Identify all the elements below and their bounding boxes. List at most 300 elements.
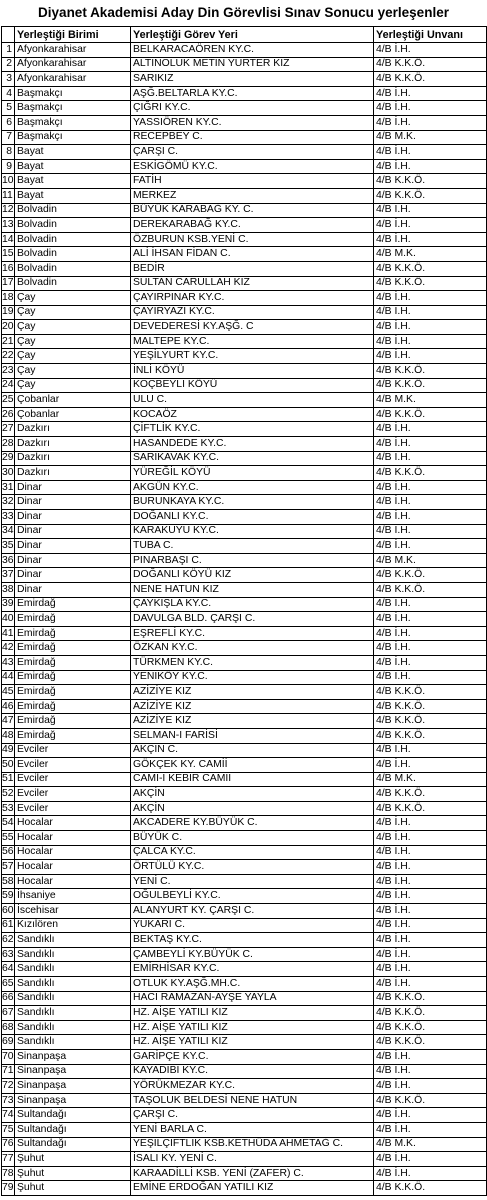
table-row (2, 393, 487, 408)
row-number: 77 (2, 1152, 15, 1167)
row-number: 13 (2, 218, 15, 233)
table-row (2, 714, 487, 729)
table-row (2, 349, 487, 364)
unit-cell: Dazkırı (15, 466, 131, 481)
table-row (2, 626, 487, 641)
title-cell: 4/B K.K.Ö. (374, 174, 487, 189)
table-row (2, 582, 487, 597)
title-cell: 4/B K.K.Ö. (374, 57, 487, 72)
table-row (2, 437, 487, 452)
unit-cell: Emirdağ (15, 655, 131, 670)
location-cell: CAMİ-İ KEBİR CAMİİ (131, 772, 374, 787)
title-cell: 4/B K.K.Ö. (374, 568, 487, 583)
title-cell: 4/B İ.H. (374, 626, 487, 641)
location-cell: AKÇİN (131, 801, 374, 816)
title-cell: 4/B İ.H. (374, 1166, 487, 1181)
row-number: 6 (2, 115, 15, 130)
title-cell: 4/B İ.H. (374, 539, 487, 554)
row-number: 10 (2, 174, 15, 189)
location-cell: ÇARŞI C. (131, 145, 374, 160)
table-row (2, 685, 487, 700)
unit-cell: İhsaniye (15, 889, 131, 904)
table-row (2, 495, 487, 510)
title-cell: 4/B İ.H. (374, 1152, 487, 1167)
unit-cell: Başmakçı (15, 86, 131, 101)
location-cell: KOCAÖZ (131, 407, 374, 422)
row-number: 45 (2, 685, 15, 700)
title-cell: 4/B İ.H. (374, 218, 487, 233)
location-cell: ÇALCA KY.C. (131, 845, 374, 860)
title-cell: 4/B K.K.Ö. (374, 1020, 487, 1035)
location-cell: AKGÜN KY.C. (131, 480, 374, 495)
location-cell: KAYADİBİ KY.C. (131, 1064, 374, 1079)
row-number: 64 (2, 962, 15, 977)
unit-cell: Evciler (15, 758, 131, 773)
title-cell: 4/B İ.H. (374, 422, 487, 437)
title-cell: 4/B K.K.Ö. (374, 728, 487, 743)
location-cell: YASSIÖREN KY.C. (131, 115, 374, 130)
title-cell: 4/B İ.H. (374, 86, 487, 101)
row-number: 24 (2, 378, 15, 393)
table-row (2, 947, 487, 962)
table-row (2, 159, 487, 174)
location-cell: BÜYÜK KARABAĞ KY. C. (131, 203, 374, 218)
unit-cell: Başmakçı (15, 101, 131, 116)
row-number: 63 (2, 947, 15, 962)
table-row (2, 801, 487, 816)
table-row (2, 758, 487, 773)
title-cell: 4/B İ.H. (374, 1064, 487, 1079)
title-cell: 4/B İ.H. (374, 1049, 487, 1064)
row-number: 78 (2, 1166, 15, 1181)
unit-cell: Bayat (15, 145, 131, 160)
row-number: 56 (2, 845, 15, 860)
unit-cell: Dinar (15, 582, 131, 597)
table-row (2, 874, 487, 889)
location-cell: MERKEZ (131, 188, 374, 203)
location-cell: DAVULGA BLD. ÇARŞI C. (131, 612, 374, 627)
row-number: 55 (2, 831, 15, 846)
title-cell: 4/B İ.H. (374, 451, 487, 466)
unit-cell: Sandıklı (15, 933, 131, 948)
unit-cell: Bolvadin (15, 203, 131, 218)
title-cell: 4/B K.K.Ö. (374, 188, 487, 203)
table-row (2, 72, 487, 87)
unit-cell: Dazkırı (15, 451, 131, 466)
title-cell: 4/B K.K.Ö. (374, 261, 487, 276)
location-cell: ALANYURT KY. ÇARŞI C. (131, 904, 374, 919)
title-cell: 4/B İ.H. (374, 962, 487, 977)
table-row (2, 320, 487, 335)
location-cell: ÇARŞI C. (131, 1108, 374, 1123)
unit-cell: Sinanpaşa (15, 1064, 131, 1079)
row-number: 17 (2, 276, 15, 291)
row-number: 70 (2, 1049, 15, 1064)
row-number: 40 (2, 612, 15, 627)
title-cell: 4/B İ.H. (374, 437, 487, 452)
unit-cell: Şuhut (15, 1152, 131, 1167)
row-number: 1 (2, 43, 15, 58)
table-row (2, 1049, 487, 1064)
row-number: 54 (2, 816, 15, 831)
unit-cell: Afyonkarahisar (15, 43, 131, 58)
table-row (2, 1108, 487, 1123)
unit-cell: Bayat (15, 174, 131, 189)
unit-cell: Emirdağ (15, 626, 131, 641)
unit-cell: Dazkırı (15, 437, 131, 452)
row-number: 72 (2, 1079, 15, 1094)
row-number: 41 (2, 626, 15, 641)
location-cell: HZ. AİŞE YATILI KIZ (131, 1035, 374, 1050)
unit-cell: Sultandağı (15, 1108, 131, 1123)
location-cell: İSALI KY. YENİ C. (131, 1152, 374, 1167)
row-number: 31 (2, 480, 15, 495)
title-cell: 4/B İ.H. (374, 1108, 487, 1123)
table-row (2, 1152, 487, 1167)
title-cell: 4/B İ.H. (374, 203, 487, 218)
location-cell: BÜYÜK C. (131, 831, 374, 846)
unit-cell: Dinar (15, 480, 131, 495)
unit-cell: Bolvadin (15, 276, 131, 291)
title-cell: 4/B K.K.Ö. (374, 582, 487, 597)
unit-cell: Sultandağı (15, 1137, 131, 1152)
title-cell: 4/B M.K. (374, 1137, 487, 1152)
row-number: 62 (2, 933, 15, 948)
location-cell: DOĞANLI KÖYÜ KIZ (131, 568, 374, 583)
title-cell: 4/B İ.H. (374, 831, 487, 846)
unit-cell: Dinar (15, 553, 131, 568)
table-row (2, 480, 487, 495)
unit-cell: Sultandağı (15, 1122, 131, 1137)
row-number: 29 (2, 451, 15, 466)
table-row (2, 305, 487, 320)
location-cell: HACI RAMAZAN-AYŞE YAYLA (131, 991, 374, 1006)
header-location: Yerleştiği Görev Yeri (131, 27, 374, 43)
table-row (2, 612, 487, 627)
unit-cell: Çay (15, 364, 131, 379)
row-number: 42 (2, 641, 15, 656)
table-header-row (2, 27, 487, 43)
table-row (2, 670, 487, 685)
table-row (2, 933, 487, 948)
table-body (2, 43, 487, 1196)
title-cell: 4/B İ.H. (374, 349, 487, 364)
title-cell: 4/B İ.H. (374, 334, 487, 349)
row-number: 52 (2, 787, 15, 802)
unit-cell: Sinanpaşa (15, 1049, 131, 1064)
row-number: 28 (2, 437, 15, 452)
location-cell: BELKARACAÖREN KY.C. (131, 43, 374, 58)
unit-cell: Emirdağ (15, 612, 131, 627)
unit-cell: Sandıklı (15, 962, 131, 977)
table-row (2, 597, 487, 612)
table-row (2, 174, 487, 189)
unit-cell: Hocalar (15, 845, 131, 860)
unit-cell: Çobanlar (15, 393, 131, 408)
location-cell: TUBA C. (131, 539, 374, 554)
table-row (2, 130, 487, 145)
table-row (2, 904, 487, 919)
row-number: 34 (2, 524, 15, 539)
unit-cell: Sandıklı (15, 991, 131, 1006)
row-number: 2 (2, 57, 15, 72)
title-cell: 4/B K.K.Ö. (374, 991, 487, 1006)
row-number: 44 (2, 670, 15, 685)
title-cell: 4/B İ.H. (374, 874, 487, 889)
unit-cell: Dinar (15, 510, 131, 525)
row-number: 27 (2, 422, 15, 437)
location-cell: YÜREĞİL KÖYÜ (131, 466, 374, 481)
location-cell: HZ. AİŞE YATILI KIZ (131, 1020, 374, 1035)
table-row (2, 1137, 487, 1152)
location-cell: BURUNKAYA KY.C. (131, 495, 374, 510)
title-cell: 4/B İ.H. (374, 743, 487, 758)
title-cell: 4/B İ.H. (374, 816, 487, 831)
unit-cell: Emirdağ (15, 597, 131, 612)
location-cell: AKÇİN C. (131, 743, 374, 758)
row-number: 7 (2, 130, 15, 145)
row-number: 51 (2, 772, 15, 787)
location-cell: ÇIĞRI KY.C. (131, 101, 374, 116)
unit-cell: Evciler (15, 801, 131, 816)
title-cell: 4/B İ.H. (374, 305, 487, 320)
table-row (2, 247, 487, 262)
title-cell: 4/B İ.H. (374, 1079, 487, 1094)
unit-cell: Hocalar (15, 831, 131, 846)
location-cell: KARAKUYU KY.C. (131, 524, 374, 539)
table-row (2, 1064, 487, 1079)
location-cell: ÇAMBEYLİ KY.BÜYÜK C. (131, 947, 374, 962)
row-number: 39 (2, 597, 15, 612)
title-cell: 4/B M.K. (374, 772, 487, 787)
table-row (2, 407, 487, 422)
title-cell: 4/B İ.H. (374, 845, 487, 860)
row-number: 35 (2, 539, 15, 554)
location-cell: DOĞANLI KY.C. (131, 510, 374, 525)
location-cell: GARİPÇE KY.C. (131, 1049, 374, 1064)
row-number: 65 (2, 977, 15, 992)
table-row (2, 553, 487, 568)
row-number: 26 (2, 407, 15, 422)
page-title: Diyanet Akademisi Aday Din Görevlisi Sınav Sonucu yerleşenler (38, 5, 449, 20)
unit-cell: Sandıklı (15, 1035, 131, 1050)
title-cell: 4/B İ.H. (374, 320, 487, 335)
title-cell: 4/B K.K.Ö. (374, 801, 487, 816)
table-row (2, 378, 487, 393)
unit-cell: Emirdağ (15, 714, 131, 729)
unit-cell: Evciler (15, 772, 131, 787)
location-cell: RECEPBEY C. (131, 130, 374, 145)
location-cell: HASANDEDE KY.C. (131, 437, 374, 452)
location-cell: ÇAYIRYAZI KY.C. (131, 305, 374, 320)
row-number: 15 (2, 247, 15, 262)
title-cell: 4/B İ.H. (374, 159, 487, 174)
location-cell: KARAADİLLİ KSB. YENİ (ZAFER) C. (131, 1166, 374, 1181)
table-row (2, 57, 487, 72)
unit-cell: Emirdağ (15, 670, 131, 685)
location-cell: SARIKAVAK KY.C. (131, 451, 374, 466)
location-cell: SULTAN CARULLAH KIZ (131, 276, 374, 291)
table-row (2, 276, 487, 291)
unit-cell: Çay (15, 378, 131, 393)
unit-cell: Şuhut (15, 1166, 131, 1181)
title-cell: 4/B M.K. (374, 393, 487, 408)
title-cell: 4/B K.K.Ö. (374, 1035, 487, 1050)
table-row (2, 145, 487, 160)
location-cell: KOÇBEYLİ KÖYÜ (131, 378, 374, 393)
title-cell: 4/B K.K.Ö. (374, 72, 487, 87)
row-number: 37 (2, 568, 15, 583)
row-number: 4 (2, 86, 15, 101)
unit-cell: Dinar (15, 524, 131, 539)
title-cell: 4/B İ.H. (374, 918, 487, 933)
row-number: 9 (2, 159, 15, 174)
header-unit: Yerleştiği Birimi (15, 27, 131, 43)
title-cell: 4/B İ.H. (374, 612, 487, 627)
title-cell: 4/B M.K. (374, 130, 487, 145)
table-row (2, 451, 487, 466)
row-number: 18 (2, 291, 15, 306)
location-cell: ÇAYIRPINAR KY.C. (131, 291, 374, 306)
unit-cell: Bayat (15, 188, 131, 203)
table-row (2, 1006, 487, 1021)
row-number: 21 (2, 334, 15, 349)
title-cell: 4/B İ.H. (374, 597, 487, 612)
table-row (2, 364, 487, 379)
location-cell: EMİRHİSAR KY.C. (131, 962, 374, 977)
table-row (2, 1079, 487, 1094)
table-row (2, 816, 487, 831)
unit-cell: Bolvadin (15, 247, 131, 262)
location-cell: İNLİ KÖYÜ (131, 364, 374, 379)
row-number: 69 (2, 1035, 15, 1050)
row-number: 43 (2, 655, 15, 670)
row-number: 61 (2, 918, 15, 933)
table-row (2, 86, 487, 101)
location-cell: AZİZİYE KIZ (131, 714, 374, 729)
table-row (2, 787, 487, 802)
table-row (2, 845, 487, 860)
row-number: 71 (2, 1064, 15, 1079)
table-row (2, 539, 487, 554)
title-cell: 4/B İ.H. (374, 1122, 487, 1137)
unit-cell: Sandıklı (15, 1006, 131, 1021)
row-number: 68 (2, 1020, 15, 1035)
table-row (2, 728, 487, 743)
location-cell: OTLUK KY.AŞĞ.MH.C. (131, 977, 374, 992)
title-cell: 4/B İ.H. (374, 977, 487, 992)
location-cell: SELMAN-I FARİSİ (131, 728, 374, 743)
unit-cell: Emirdağ (15, 728, 131, 743)
table-row (2, 101, 487, 116)
location-cell: AKCADERE KY.BÜYÜK C. (131, 816, 374, 831)
unit-cell: Başmakçı (15, 115, 131, 130)
row-number: 48 (2, 728, 15, 743)
row-number: 30 (2, 466, 15, 481)
unit-cell: Çay (15, 305, 131, 320)
row-number: 3 (2, 72, 15, 87)
table-row (2, 524, 487, 539)
table-row (2, 218, 487, 233)
title-cell: 4/B K.K.Ö. (374, 787, 487, 802)
location-cell: EŞREFLİ KY.C. (131, 626, 374, 641)
unit-cell: Dinar (15, 568, 131, 583)
unit-cell: Çobanlar (15, 407, 131, 422)
unit-cell: Sandıklı (15, 977, 131, 992)
row-number: 8 (2, 145, 15, 160)
title-cell: 4/B K.K.Ö. (374, 276, 487, 291)
location-cell: PINARBAŞI C. (131, 553, 374, 568)
unit-cell: Şuhut (15, 1181, 131, 1196)
title-cell: 4/B İ.H. (374, 510, 487, 525)
row-number: 47 (2, 714, 15, 729)
unit-cell: Emirdağ (15, 685, 131, 700)
title-cell: 4/B K.K.Ö. (374, 378, 487, 393)
unit-cell: Sandıklı (15, 947, 131, 962)
row-number: 50 (2, 758, 15, 773)
title-cell: 4/B İ.H. (374, 43, 487, 58)
row-number: 33 (2, 510, 15, 525)
title-cell: 4/B K.K.Ö. (374, 1093, 487, 1108)
location-cell: BEDİR (131, 261, 374, 276)
table-row (2, 1020, 487, 1035)
title-cell: 4/B İ.H. (374, 670, 487, 685)
unit-cell: Emirdağ (15, 641, 131, 656)
row-number: 5 (2, 101, 15, 116)
row-number: 57 (2, 860, 15, 875)
unit-cell: Sinanpaşa (15, 1093, 131, 1108)
table-row (2, 1166, 487, 1181)
table-row (2, 568, 487, 583)
location-cell: HZ. AİŞE YATILI KIZ (131, 1006, 374, 1021)
table-row (2, 772, 487, 787)
unit-cell: Bayat (15, 159, 131, 174)
location-cell: FATİH (131, 174, 374, 189)
table-row (2, 1122, 487, 1137)
row-number: 25 (2, 393, 15, 408)
table-row (2, 918, 487, 933)
location-cell: MALTEPE KY.C. (131, 334, 374, 349)
row-number: 14 (2, 232, 15, 247)
title-cell: 4/B İ.H. (374, 947, 487, 962)
location-cell: EMİNE ERDOĞAN YATILI KIZ (131, 1181, 374, 1196)
table-row (2, 991, 487, 1006)
row-number: 76 (2, 1137, 15, 1152)
title-cell: 4/B M.K. (374, 553, 487, 568)
title-cell: 4/B M.K. (374, 247, 487, 262)
row-number: 32 (2, 495, 15, 510)
title-cell: 4/B K.K.Ö. (374, 714, 487, 729)
unit-cell: Afyonkarahisar (15, 57, 131, 72)
header-title: Yerleştiği Unvanı (374, 27, 487, 43)
unit-cell: Çay (15, 334, 131, 349)
row-number: 11 (2, 188, 15, 203)
location-cell: ULU C. (131, 393, 374, 408)
unit-cell: Evciler (15, 787, 131, 802)
row-number: 20 (2, 320, 15, 335)
row-number: 19 (2, 305, 15, 320)
title-cell: 4/B İ.H. (374, 758, 487, 773)
title-cell: 4/B İ.H. (374, 495, 487, 510)
location-cell: AZİZİYE KIZ (131, 685, 374, 700)
unit-cell: Emirdağ (15, 699, 131, 714)
table-row (2, 232, 487, 247)
row-number: 58 (2, 874, 15, 889)
location-cell: DEREKARABAĞ KY.C. (131, 218, 374, 233)
unit-cell: Kızılören (15, 918, 131, 933)
location-cell: AZİZİYE KIZ (131, 699, 374, 714)
title-cell: 4/B İ.H. (374, 145, 487, 160)
